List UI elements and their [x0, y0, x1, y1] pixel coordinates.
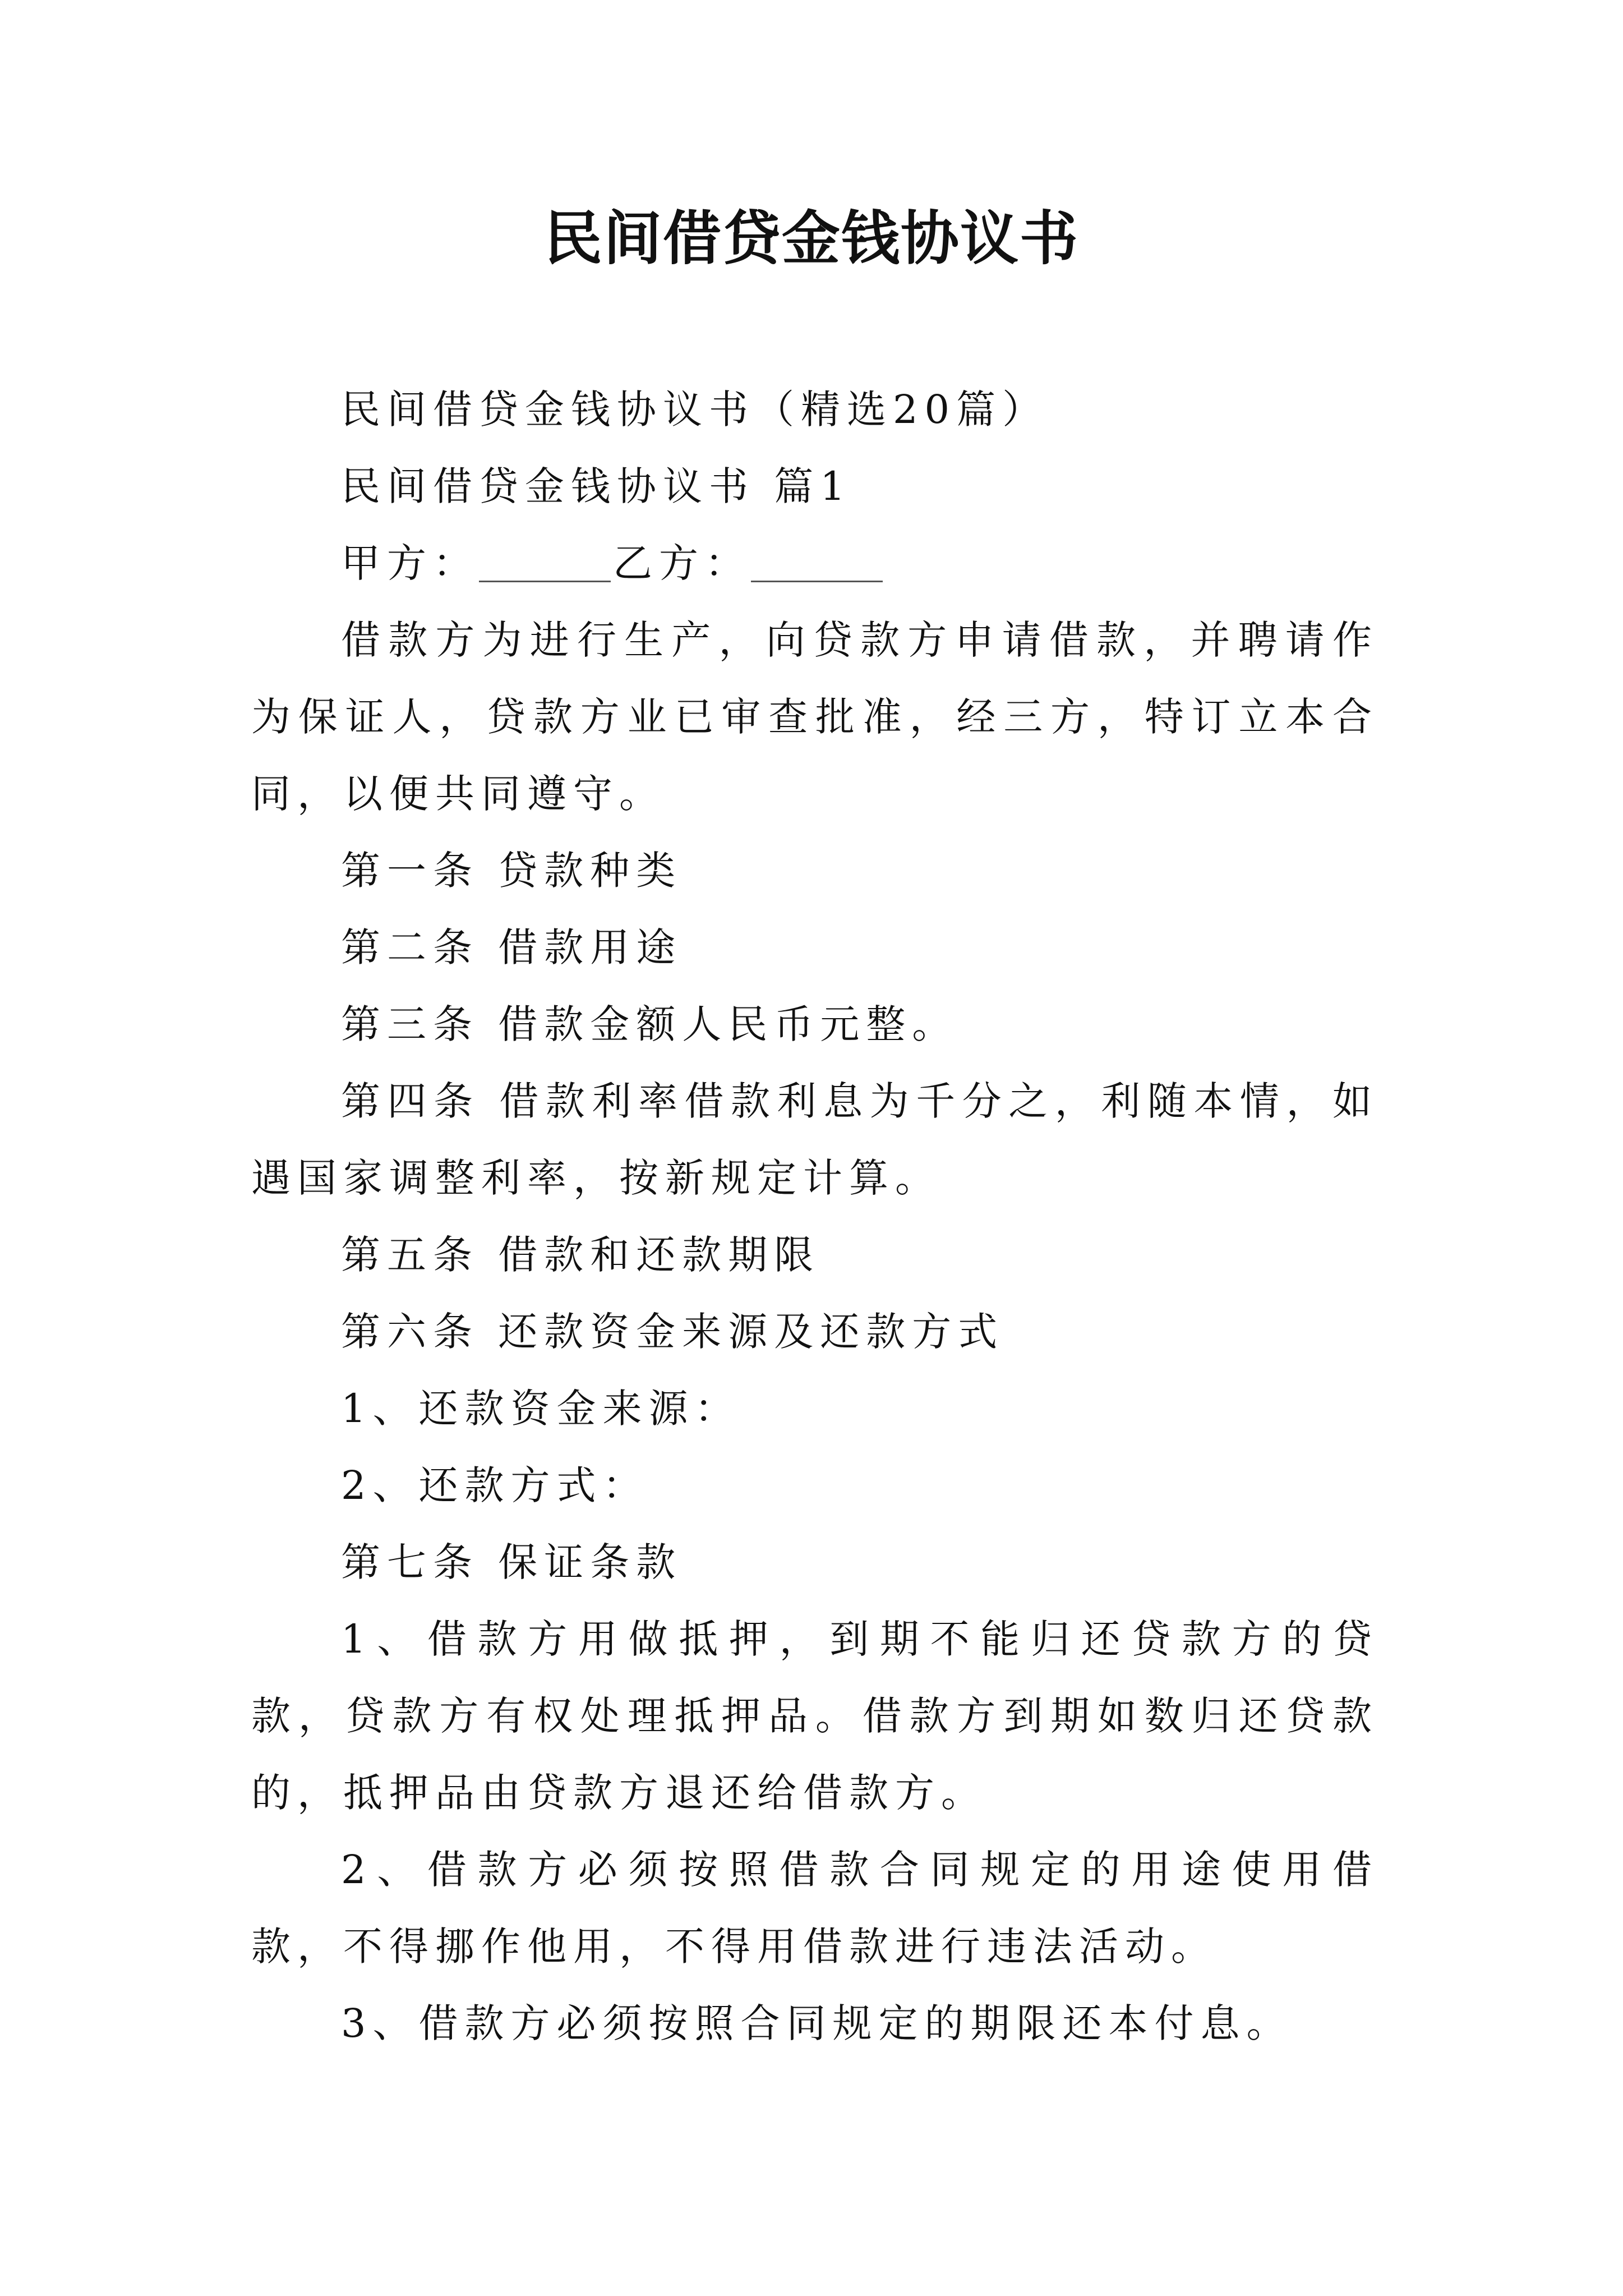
clause-heading: 第二条 借款用途 [341, 924, 683, 970]
party-line [251, 525, 1378, 602]
clause-heading: 第一条 贷款种类 [341, 848, 683, 894]
party-b-blank [751, 541, 883, 582]
list-item: 2、还款方式： [341, 1462, 649, 1508]
document-body [251, 371, 1378, 2062]
list-item: 3、借款方必须按照合同规定的期限还本付息。 [341, 2000, 1293, 2046]
paragraph: 借款方为进行生产，向贷款方申请借款，并聘请作为保证人，贷款方业已审查批准，经三方，特订立本合同，以便共同遵守。 [251, 617, 1378, 817]
paragraph: 第四条 借款利率借款利息为千分之，利随本情，如遇国家调整利率，按新规定计算。 [251, 1078, 1378, 1201]
party-a-label: 甲方： [341, 540, 479, 586]
list-item: 1、借款方用做抵押，到期不能归还贷款方的贷款，贷款方有权处理抵押品。借款方到期如数归还贷款的，抵押品由贷款方退还给借款方。 [251, 1616, 1378, 1816]
document-title: 民间借贷金钱协议书 [543, 204, 1079, 273]
clause-heading: 第六条 还款资金来源及还款方式 [341, 1309, 1004, 1355]
document-subtitle: 民间借贷金钱协议书（精选20篇） [341, 386, 1049, 432]
list-item: 1、还款资金来源： [341, 1386, 741, 1432]
section-heading: 民间借贷金钱协议书 篇1 [341, 463, 852, 509]
clause-heading: 第七条 保证条款 [341, 1539, 683, 1585]
clause-heading: 第五条 借款和还款期限 [341, 1232, 820, 1278]
party-b-label: 乙方： [613, 540, 751, 586]
clause-heading: 第三条 借款金额人民币元整。 [341, 1001, 958, 1047]
party-a-blank [479, 541, 611, 582]
list-item: 2、借款方必须按照借款合同规定的用途使用借款，不得挪作他用，不得用借款进行违法活动。 [251, 1847, 1378, 1970]
